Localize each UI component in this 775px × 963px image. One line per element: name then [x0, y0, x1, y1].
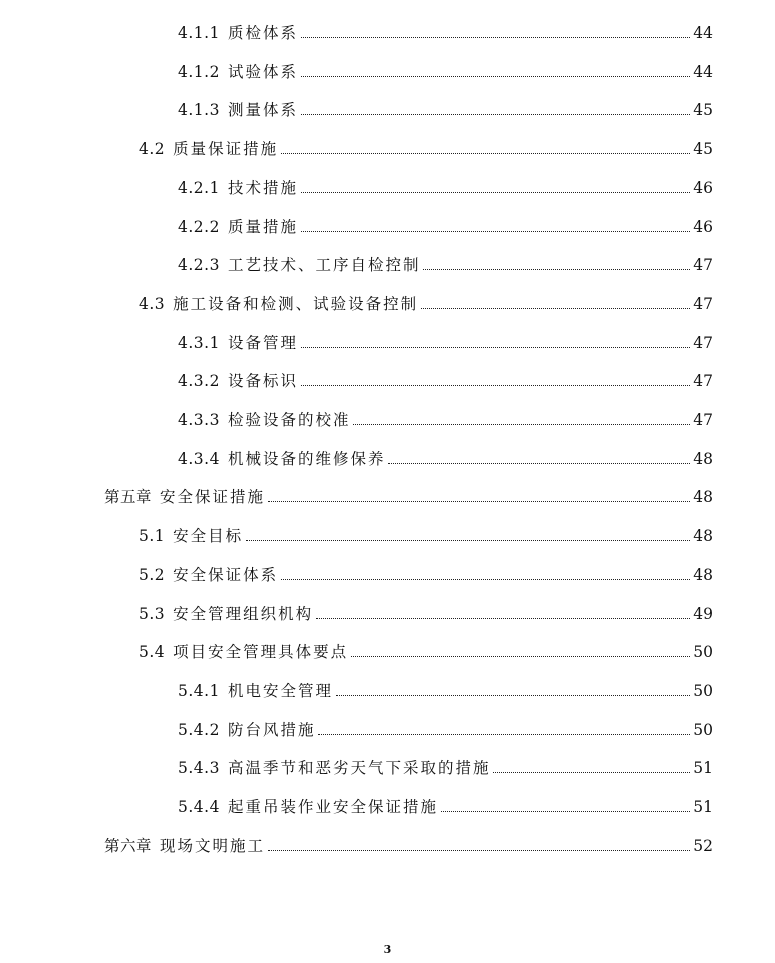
- toc-entry[interactable]: [178, 59, 713, 81]
- toc-entry-page-number: 45: [693, 101, 713, 120]
- toc-dot-leader: [301, 191, 690, 193]
- toc-entry-title: 安全目标: [173, 527, 244, 546]
- toc-entry-page-number: 51: [693, 759, 713, 778]
- toc-entry[interactable]: [178, 755, 713, 777]
- toc-entry-page-number: 47: [693, 411, 713, 429]
- toc-entry-number: 4.1.2: [178, 62, 220, 81]
- toc-entry-page-number: 47: [693, 333, 713, 352]
- toc-entry[interactable]: [178, 252, 713, 274]
- toc-entry-title: 起重吊装作业安全保证措施: [227, 798, 438, 816]
- toc-entry-page-number: 48: [693, 527, 713, 546]
- toc-entry[interactable]: [139, 291, 713, 313]
- toc-dot-leader: [353, 423, 690, 425]
- toc-dot-leader: [301, 230, 690, 232]
- toc-dot-leader: [441, 810, 690, 812]
- toc-dot-leader: [301, 75, 690, 77]
- toc-entry-title: 机电安全管理: [227, 681, 333, 700]
- toc-entry[interactable]: [139, 639, 713, 661]
- toc-entry-title: 安全保证措施: [160, 488, 266, 507]
- toc-entry-number: 4.3.1: [178, 333, 220, 352]
- toc-entry-number: 4.1.3: [178, 101, 220, 120]
- toc-dot-leader: [316, 617, 690, 619]
- toc-entry-title: 技术措施: [227, 178, 298, 197]
- toc-entry-number: 5.4.4: [178, 798, 220, 816]
- toc-entry-page-number: 44: [693, 24, 713, 42]
- toc-entry-title: 设备管理: [227, 333, 298, 352]
- toc-entry-title: 项目安全管理具体要点: [173, 643, 349, 662]
- toc-entry[interactable]: [178, 330, 713, 352]
- toc-entry-number: 5.3: [139, 604, 166, 623]
- toc-entry-title: 质量保证措施: [173, 140, 279, 159]
- toc-dot-leader: [268, 500, 690, 502]
- toc-entry-number: 4.3: [139, 294, 166, 313]
- toc-entry-title: 高温季节和恶劣天气下采取的措施: [227, 759, 491, 778]
- toc-entry-number: 4.2.1: [178, 178, 220, 197]
- toc-entry[interactable]: [178, 175, 713, 197]
- toc-entry-page-number: 45: [693, 140, 713, 159]
- toc-dot-leader: [246, 539, 690, 541]
- toc-entry-number: 第五章: [104, 488, 153, 507]
- toc-dot-leader: [318, 733, 690, 735]
- toc-entry-number: 4.1.1: [178, 24, 220, 42]
- toc-entry-number: 5.4.2: [178, 720, 220, 739]
- toc-entry-page-number: 47: [693, 256, 713, 275]
- toc-entry-page-number: 48: [693, 565, 713, 584]
- toc-entry-title: 测量体系: [227, 101, 298, 120]
- toc-entry-title: 工艺技术、工序自检控制: [227, 256, 421, 275]
- toc-entry-title: 质检体系: [227, 24, 298, 42]
- toc-entry-number: 4.2: [139, 140, 166, 159]
- toc-entry[interactable]: [139, 562, 713, 584]
- toc-entry-number: 5.1: [139, 527, 166, 546]
- toc-entry-page-number: 50: [693, 720, 713, 739]
- toc-entry-number: 4.3.4: [178, 449, 220, 468]
- toc-entry-number: 第六章: [104, 836, 153, 855]
- toc-entry-title: 设备标识: [227, 372, 298, 391]
- toc-dot-leader: [421, 307, 690, 309]
- toc-entry-title: 安全保证体系: [173, 565, 279, 584]
- toc-dot-leader: [493, 771, 690, 773]
- toc-entry[interactable]: [104, 484, 713, 506]
- toc-entry[interactable]: [104, 833, 713, 855]
- toc-entry-title: 防台风措施: [227, 720, 316, 739]
- toc-entry-page-number: 48: [693, 488, 713, 507]
- toc-dot-leader: [301, 36, 690, 38]
- toc-entry[interactable]: [178, 717, 713, 739]
- toc-entry-page-number: 47: [693, 372, 713, 391]
- toc-entry-page-number: 52: [693, 836, 713, 855]
- toc-entry[interactable]: [178, 446, 713, 468]
- toc-entry-number: 5.4: [139, 643, 166, 662]
- toc-dot-leader: [301, 346, 690, 348]
- toc-entry-page-number: 50: [693, 681, 713, 700]
- toc-entry-number: 4.2.3: [178, 256, 220, 275]
- page-footer-number: 3: [383, 943, 392, 956]
- toc-entry[interactable]: [178, 214, 713, 236]
- toc-entry[interactable]: [139, 523, 713, 545]
- toc-entry[interactable]: [178, 678, 713, 700]
- toc-entry-number: 4.3.2: [178, 372, 220, 391]
- toc-dot-leader: [423, 268, 690, 270]
- toc-dot-leader: [281, 578, 690, 580]
- toc-entry-number: 4.3.3: [178, 411, 220, 429]
- toc-dot-leader: [301, 113, 690, 115]
- toc-entry[interactable]: [178, 20, 713, 42]
- toc-dot-leader: [388, 462, 690, 464]
- toc-entry-number: 4.2.2: [178, 217, 220, 236]
- toc-entry-number: 5.2: [139, 565, 166, 584]
- toc-entry-title: 安全管理组织机构: [173, 604, 314, 623]
- toc-entry-number: 5.4.1: [178, 681, 220, 700]
- toc-entry-title: 检验设备的校准: [227, 411, 351, 429]
- toc-entry-page-number: 44: [693, 62, 713, 81]
- toc-dot-leader: [268, 849, 690, 851]
- toc-entry-title: 质量措施: [227, 217, 298, 236]
- toc-entry-page-number: 50: [693, 643, 713, 662]
- toc-entry-title: 机械设备的维修保养: [227, 449, 386, 468]
- toc-entry[interactable]: [178, 794, 713, 816]
- toc-entry-title: 现场文明施工: [160, 836, 266, 855]
- toc-entry-page-number: 49: [693, 604, 713, 623]
- toc-entry[interactable]: [139, 601, 713, 623]
- toc-entry-page-number: 47: [693, 294, 713, 313]
- toc-entry-page-number: 48: [693, 449, 713, 468]
- toc-dot-leader: [301, 384, 690, 386]
- toc-entry-page-number: 46: [693, 217, 713, 236]
- toc-entry-number: 5.4.3: [178, 759, 220, 778]
- toc-entry[interactable]: [178, 368, 713, 390]
- toc-entry[interactable]: [139, 136, 713, 158]
- toc-entry-page-number: 46: [693, 178, 713, 197]
- toc-entry[interactable]: [178, 407, 713, 429]
- toc-entry[interactable]: [178, 97, 713, 119]
- toc-entry-title: 试验体系: [227, 62, 298, 81]
- toc-entry-page-number: 51: [693, 798, 713, 816]
- toc-dot-leader: [336, 694, 690, 696]
- toc-dot-leader: [351, 655, 690, 657]
- toc-dot-leader: [281, 152, 690, 154]
- toc-entry-title: 施工设备和检测、试验设备控制: [173, 294, 419, 313]
